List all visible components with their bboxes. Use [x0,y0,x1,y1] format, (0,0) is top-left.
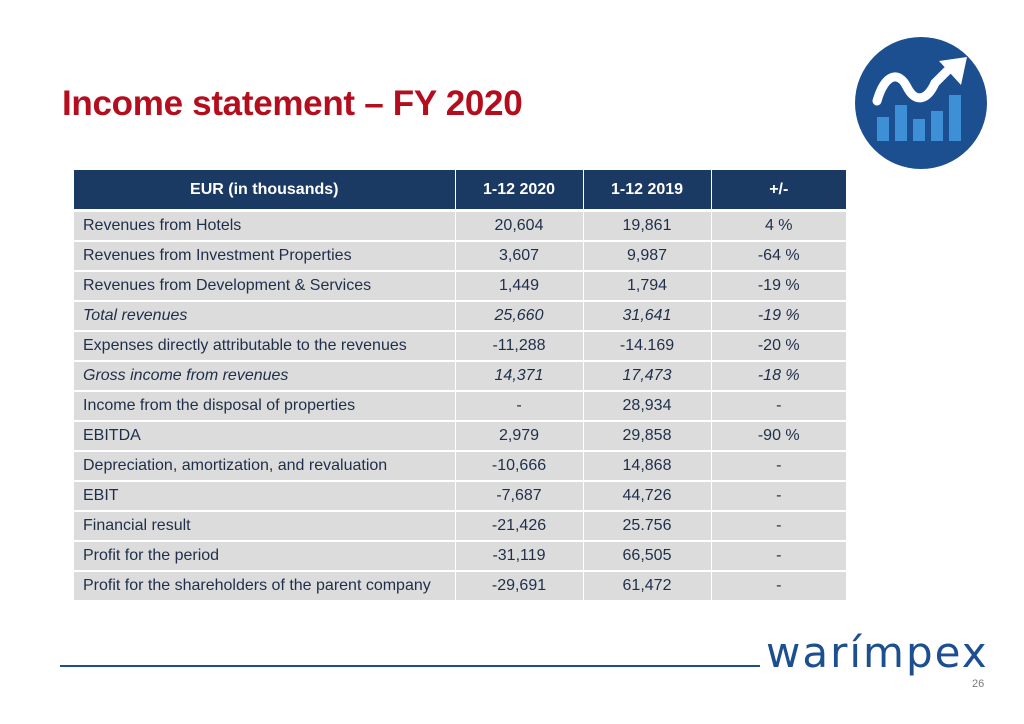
value-2019: 25.756 [583,511,711,541]
table-row [74,241,846,271]
value-2020: - [455,391,583,421]
column-header: 1-12 2020 [455,170,583,211]
change-percent: -19 % [711,271,846,301]
row-label: Revenues from Investment Properties [74,241,455,271]
change-percent: -20 % [711,331,846,361]
table-row [74,421,846,451]
value-2019: 28,934 [583,391,711,421]
row-label: Total revenues [74,301,455,331]
value-2020: -29,691 [455,571,583,601]
row-label: Profit for the shareholders of the parent company [74,571,455,601]
table-row [74,451,846,481]
row-label: Revenues from Development & Services [74,271,455,301]
page-number: 26 [972,678,985,690]
change-percent: - [711,391,846,421]
value-2020: 2,979 [455,421,583,451]
table-row [74,331,846,361]
slide-title: Income statement – FY 2020 [62,84,523,123]
row-label: Profit for the period [74,541,455,571]
value-2019: -14.169 [583,331,711,361]
table-row [74,211,846,242]
column-header: +/- [711,170,846,211]
column-header: 1-12 2019 [583,170,711,211]
value-2019: 66,505 [583,541,711,571]
row-label: Expenses directly attributable to the revenues [74,331,455,361]
value-2020: -31,119 [455,541,583,571]
value-2020: 25,660 [455,301,583,331]
table-row [74,571,846,601]
income-statement-table [74,170,846,602]
value-2019: 44,726 [583,481,711,511]
value-2019: 19,861 [583,211,711,242]
brand-logo: warímpex [766,628,989,677]
row-label: Financial result [74,511,455,541]
value-2019: 61,472 [583,571,711,601]
change-percent: -64 % [711,241,846,271]
change-percent: - [711,571,846,601]
change-percent: - [711,541,846,571]
table-row [74,301,846,331]
value-2019: 14,868 [583,451,711,481]
value-2020: 1,449 [455,271,583,301]
table-row [74,391,846,421]
value-2020: -7,687 [455,481,583,511]
change-percent: -18 % [711,361,846,391]
table-row [74,271,846,301]
value-2019: 17,473 [583,361,711,391]
value-2019: 9,987 [583,241,711,271]
change-percent: -19 % [711,301,846,331]
change-percent: - [711,481,846,511]
table-row [74,511,846,541]
row-label: Income from the disposal of properties [74,391,455,421]
column-header: EUR (in thousands) [74,170,455,211]
table-row [74,361,846,391]
value-2020: 20,604 [455,211,583,242]
table-row [74,541,846,571]
change-percent: - [711,511,846,541]
change-percent: - [711,451,846,481]
change-percent: 4 % [711,211,846,242]
footer-divider [60,665,760,667]
row-label: Revenues from Hotels [74,211,455,242]
value-2019: 1,794 [583,271,711,301]
value-2020: -11,288 [455,331,583,361]
value-2020: -21,426 [455,511,583,541]
row-label: Depreciation, amortization, and revaluation [74,451,455,481]
value-2020: 3,607 [455,241,583,271]
row-label: EBIT [74,481,455,511]
value-2020: -10,666 [455,451,583,481]
change-percent: -90 % [711,421,846,451]
value-2019: 29,858 [583,421,711,451]
row-label: EBITDA [74,421,455,451]
chart-growth-icon [855,37,987,169]
table-header-row [74,170,846,211]
value-2020: 14,371 [455,361,583,391]
table-row [74,481,846,511]
value-2019: 31,641 [583,301,711,331]
row-label: Gross income from revenues [74,361,455,391]
